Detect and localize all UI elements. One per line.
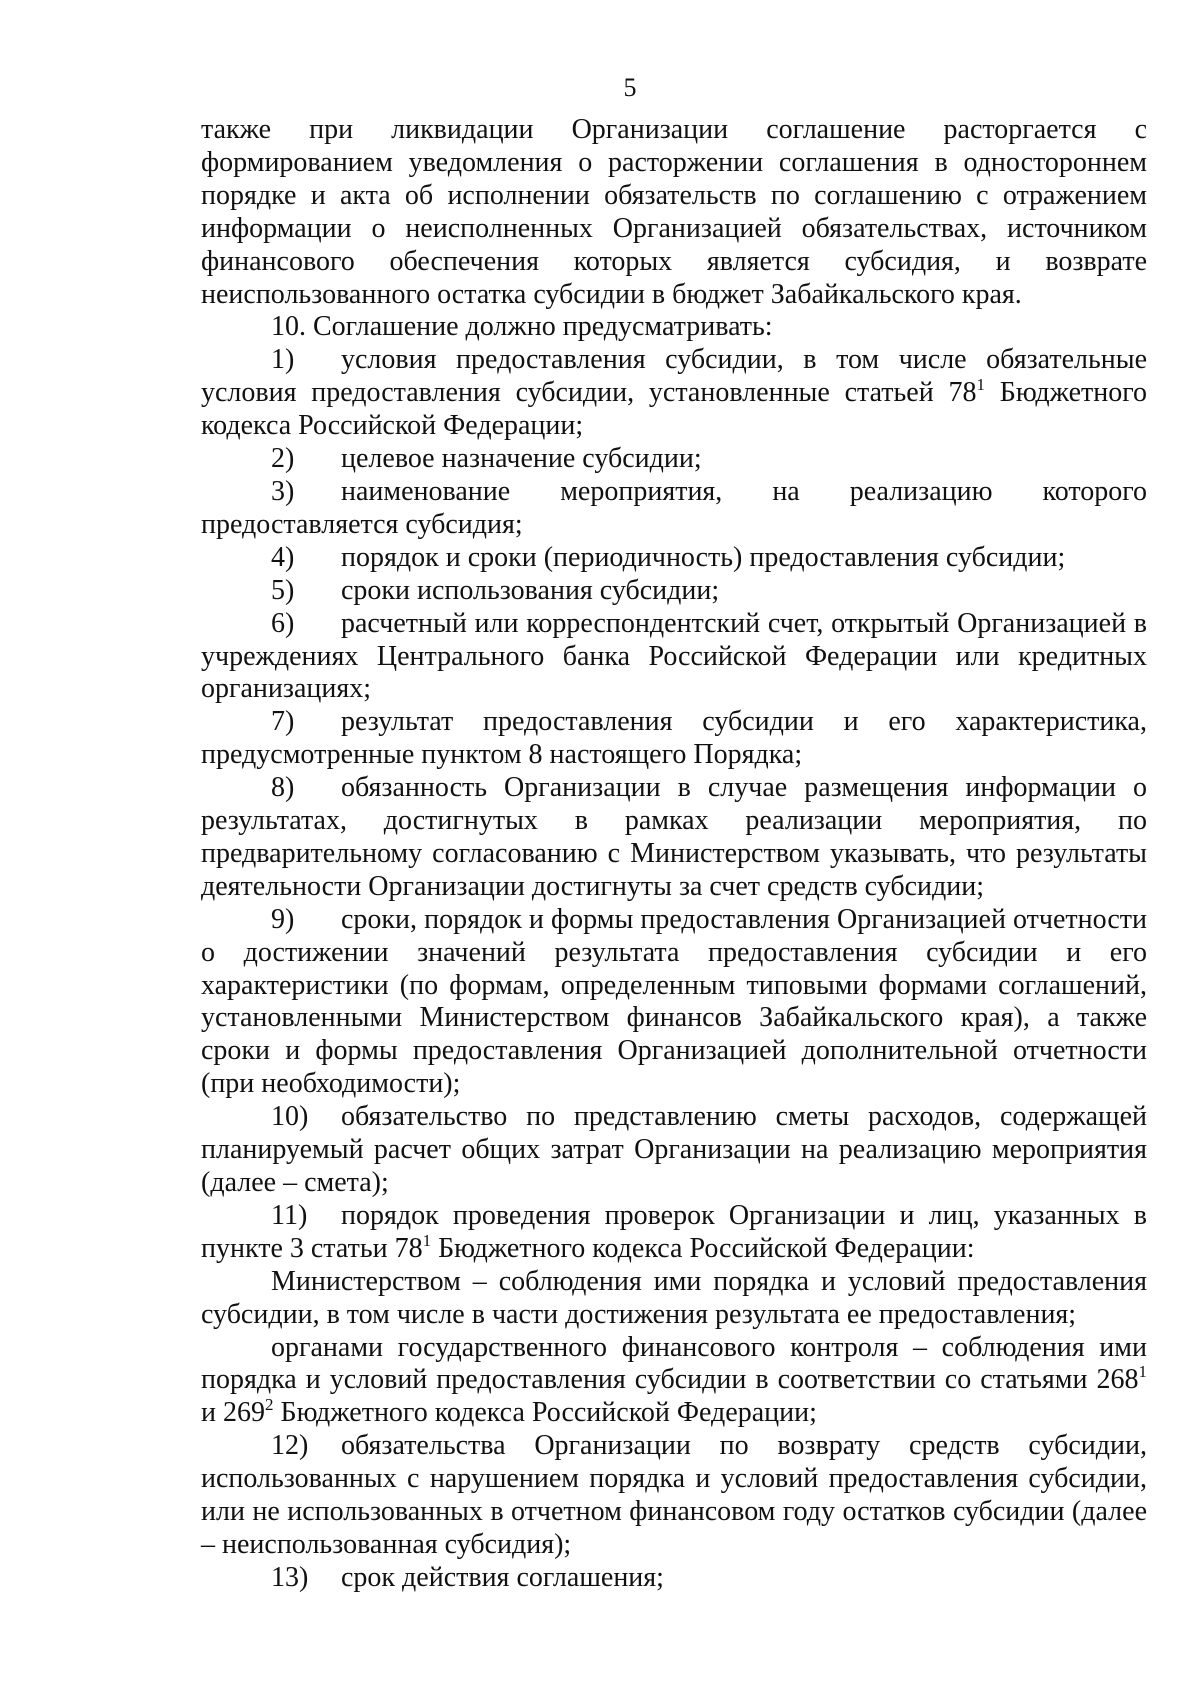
list-item-text: сроки, порядок и формы предоставления Организацией отчетности о достижении значений результата предоставления субсидии и его характеристики (по формам, определенным типовыми формами соглашений, установленными Министерством финансов Забайкальского края), а также сроки и формы предоставления Организацией дополнительной отчетности (при необходимости); (201, 903, 1147, 1100)
list-item-number: 11) (271, 1199, 308, 1231)
paragraph-text-end: Бюджетного кодекса Российской Федерации; (273, 1397, 817, 1429)
list-item-number: 8) (271, 772, 295, 804)
paragraph-text: органами государственного финансового контроля – соблюдения ими порядка и условий предоставления субсидии в соответствии со статьями 268 (201, 1331, 1147, 1396)
list-item-9 (201, 904, 1147, 1101)
list-item-2 (201, 443, 1147, 476)
paragraph-text-cont: и 269 (201, 1397, 265, 1429)
list-item-11 (201, 1200, 1147, 1266)
list-item-text-cont: Бюджетного кодекса Российской Федерации: (431, 1232, 975, 1264)
list-item-13 (201, 1562, 1147, 1595)
list-item-number: 6) (271, 607, 295, 639)
list-item-number: 12) (271, 1430, 309, 1462)
superscript: 1 (422, 1230, 432, 1250)
document-body (201, 114, 1147, 1595)
paragraph-ministry-check: Министерством – соблюдения ими порядка и условий предоставления субсидии, в том числе в части достижения результата ее предоставления; (201, 1265, 1147, 1330)
list-item-6 (201, 608, 1147, 707)
superscript: 2 (264, 1395, 274, 1415)
list-item-text: обязанность Организации в случае размещения информации о результатах, достигнутых в рамках реализации мероприятия, по предварительному согласованию с Министерством указывать, что результаты деятельности Организации достигнуты за счет средств субсидии; (201, 772, 1147, 902)
list-item-text: порядок и сроки (периодичность) предоставления субсидии; (341, 541, 1066, 573)
page-number: 5 (623, 73, 637, 102)
superscript: 1 (976, 375, 985, 395)
list-item-12 (201, 1430, 1147, 1562)
list-item-number: 13) (271, 1561, 309, 1593)
paragraph-10-heading: 10. Соглашение должно предусматривать: (271, 311, 773, 343)
list-item-text: порядок проведения проверок Организации и лиц, указанных в пункте 3 статьи 78 (201, 1199, 1147, 1264)
list-item-text: наименование мероприятия, на реализацию которого предоставляется субсидия; (201, 475, 1147, 540)
paragraph-financial-control (201, 1332, 1147, 1431)
list-item-number: 9) (271, 903, 295, 935)
list-item-text: обязательства Организации по возврату средств субсидии, использованных с нарушением порядка и условий предоставления субсидии, или не использованных в отчетном финансовом году остатков субсидии (далее – неиспользованная субсидия); (201, 1430, 1147, 1560)
list-item-number: 4) (271, 541, 295, 573)
list-item-8 (201, 772, 1147, 904)
superscript: 1 (1138, 1362, 1147, 1382)
list-item-number: 2) (271, 443, 295, 475)
list-item-5 (201, 575, 1147, 608)
list-item-text: обязательство по представлению сметы расходов, содержащей планируемый расчет общих затрат Организации на реализацию мероприятия (далее – смета); (201, 1101, 1147, 1198)
list-item-4 (201, 542, 1147, 575)
list-item-text: сроки использования субсидии; (341, 574, 720, 606)
list-item-3 (201, 476, 1147, 542)
list-item-text: результат предоставления субсидии и его характеристика, предусмотренные пунктом 8 настоящего Порядка; (201, 706, 1147, 771)
list-item-number: 7) (271, 706, 295, 738)
list-item-10 (201, 1101, 1147, 1200)
list-item-7 (201, 706, 1147, 772)
list-item-number: 1) (271, 344, 295, 376)
list-item-number: 5) (271, 574, 295, 606)
paragraph-termination: также при ликвидации Организации соглашение расторгается с формированием уведомления о расторжении соглашения в одностороннем порядке и акта об исполнении обязательств по соглашению с отражением информации о неисполненных Организацией обязательствах, источником финансового обеспечения которых является субсидия, и возврате неиспользованного остатка субсидии в бюджет Забайкальского края. (201, 114, 1147, 310)
list-item-1 (201, 344, 1147, 443)
list-item-text: расчетный или корреспондентский счет, открытый Организацией в учреждениях Центрального банка Российской Федерации или кредитных организациях; (201, 607, 1147, 705)
list-item-text: целевое назначение субсидии; (341, 443, 702, 475)
list-item-text: срок действия соглашения; (341, 1561, 664, 1593)
list-item-text-cont: Бюджетного кодекса Российской Федерации; (201, 377, 1147, 442)
list-item-text: условия предоставления субсидии, в том числе обязательные условия предоставления субсидии, установленные статьей 78 (201, 344, 1147, 409)
list-item-number: 10) (271, 1101, 309, 1133)
list-item-number: 3) (271, 475, 295, 507)
